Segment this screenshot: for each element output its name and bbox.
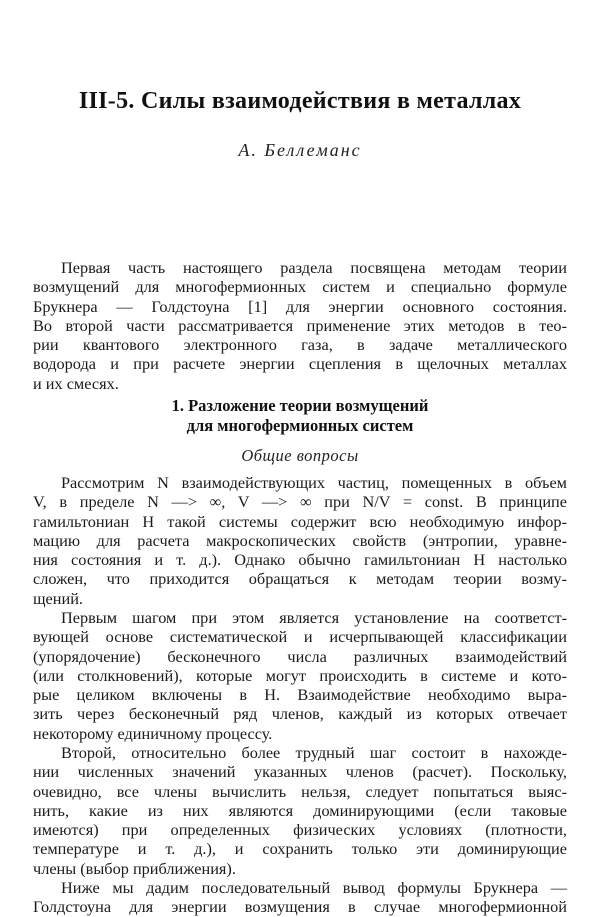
text-line: мацию для расчета макроскопических свойств (энтропии, уравне- [33,530,567,550]
text-line: Голдстоуна для энергии возмущения в случае многофермионной [33,897,567,917]
text-line: вующей основе систематической и исчерпывающей классификации [33,627,567,647]
text-line: (или столкновений), которые могут происходить в системе и кото- [33,665,567,685]
text-line: водорода и при расчете энергии сцепления в щелочных металлах [33,354,567,374]
body-paragraph-2 [33,473,567,608]
body-paragraph-3 [33,608,567,743]
text-line: члены (выбор приближения). [33,858,236,878]
intro-paragraph [33,258,567,393]
text-line: сложен, что приходится обращаться к методам теории возму- [33,569,567,589]
text-line: Брукнера — Голдстоуна [1] для энергии основного состояния. [33,296,567,316]
subsection-heading: Общие вопросы [241,446,359,465]
text-line: некоторому единичному процессу. [33,723,273,743]
text-line: рые целиком включены в H. Взаимодействие необходимо выра- [33,685,567,705]
text-line: Рассмотрим N взаимодействующих частиц, помещенных в объем [61,473,567,492]
text-line: щений. [33,588,83,608]
page-title: III-5. Силы взаимодействия в металлах [78,88,522,114]
author-name: А. Беллеманс [238,140,362,160]
text-line: и их смесях. [33,373,119,393]
text-line: температуре и т. д.), и сохранить только эти доминирующие [33,839,567,859]
text-line: рии квантового электронного газа, в задаче металлического [33,335,567,355]
text-line: Первая часть настоящего раздела посвящена методам теории [61,258,567,277]
section-heading [0,396,600,436]
text-line: Первым шагом при этом является установление на соответст- [61,608,567,627]
text-line: Ниже мы дадим последовательный вывод формулы Брукнера — [61,878,567,897]
section-heading-line: для многофермионных систем [186,416,414,435]
text-line: Во второй части рассматривается применение этих методов в тео- [33,315,567,335]
text-line: гамильтониан H такой системы содержит всю необходимую инфор- [33,511,567,531]
text-line: имеются) при определенных физических условиях (плотности, [33,820,567,840]
text-line: (упорядочение) бесконечного числа различных взаимодействий [33,646,567,666]
text-line: Второй, относительно более трудный шаг состоит в нахожде- [61,743,567,762]
section-heading-line: 1. Разложение теории возмущений [171,396,429,415]
text-line: V, в пределе N —> ∞, V —> ∞ при N/V = const. В принципе [33,492,567,512]
text-line: ния состояния и т. д.). Однако обычно гамильтониан H настолько [33,550,567,570]
text-line: нии численных значений указанных членов (расчет). Поскольку, [33,762,567,782]
text-line: возмущений для многофермионных систем и специально формуле [33,277,567,297]
body-paragraph-5 [33,878,567,917]
text-line: очевидно, все члены вычислить нельзя, следует попытаться выяс- [33,781,567,801]
text-line: нить, какие из них являются доминирующими (если таковые [33,800,567,820]
text-line: зить через бесконечный ряд членов, каждый из которых отвечает [33,704,567,724]
body-paragraph-4 [33,743,567,878]
